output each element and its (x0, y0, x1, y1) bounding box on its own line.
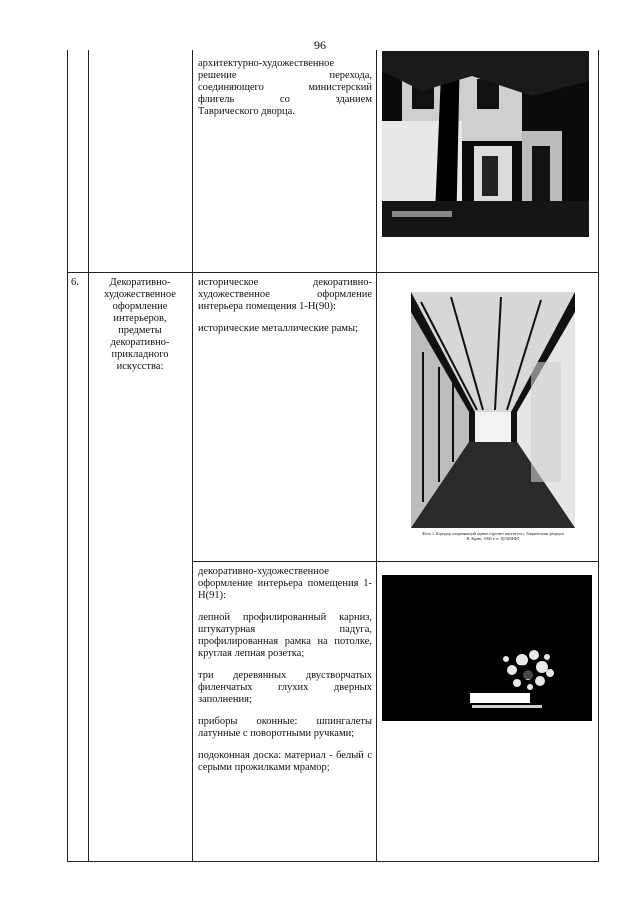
category-cell (90, 277, 190, 373)
corridor-photo-caption (400, 531, 586, 541)
category-line: искусства: (116, 361, 164, 372)
subrow-divider (192, 561, 599, 562)
category-line: Декоративно- (109, 277, 171, 288)
desc-word: флигель (198, 94, 235, 105)
table-border-left (67, 50, 68, 862)
interior-91-doors: три деревянных двустворчатых филенчатых глухих дверных заполнения; (198, 670, 372, 705)
caption-line-2: В. Кравч. 1960-е гг. ЦГАКФФД (466, 536, 520, 541)
table-col-divider-3 (376, 50, 377, 862)
table-border-right (598, 50, 599, 862)
row-divider-top (67, 272, 599, 273)
desc-line: архитектурно-художественное (198, 58, 335, 69)
desc-word: зданием (335, 94, 372, 105)
interior-91-ceiling: лепной профилированный карниз, штукатурная падуга, профилированная рамка на потолке, круглая лепная розетка; (198, 612, 372, 659)
interior-91-description (198, 566, 372, 784)
desc-word: соединяющего (198, 82, 264, 93)
interior-90-heading: историческое декоративно-художественное оформление интерьера помещения 1-Н(90): (198, 277, 372, 312)
desc-word: перехода, (329, 70, 372, 81)
interior-90-description (198, 277, 372, 345)
category-line: прикладного (111, 349, 169, 360)
interior-91-window-fittings: приборы оконные: шпингалеты латунные с поворотными ручками; (198, 716, 372, 739)
page-number: 96 (314, 38, 326, 52)
interior-91-heading: декоративно-художественное оформление интерьера помещения 1-Н(91): (198, 566, 372, 601)
interior-90-frames: исторические металлические рамы; (198, 323, 358, 334)
desc-word: со (279, 94, 290, 105)
category-line: интерьеров, (113, 313, 167, 324)
table-col-divider-1 (88, 50, 89, 862)
desc-line: Таврического дворца. (198, 106, 295, 117)
corridor-photo (411, 292, 575, 528)
table-col-divider-2 (192, 50, 193, 862)
table-border-bottom (67, 861, 599, 862)
rosette-photo (382, 575, 592, 721)
desc-line (198, 94, 372, 106)
row-number: 6. (71, 277, 79, 288)
category-line: оформление (112, 301, 168, 312)
desc-line (198, 70, 372, 82)
corridor-photo-image (411, 292, 575, 528)
category-line: художественное (104, 289, 176, 300)
rosette-photo-image (382, 575, 592, 721)
top-row-description (198, 58, 372, 118)
desc-word: решение (198, 70, 237, 81)
exterior-photo-image (382, 51, 589, 237)
interior-91-windowsill: подоконная доска: материал - белый с серыми прожилками мрамор; (198, 750, 372, 773)
desc-line (198, 82, 372, 94)
desc-word: министерский (308, 82, 372, 93)
category-line: предметы (118, 325, 162, 336)
caption-line-1: Фото 1. Коридор соединяющий здание горсовет института с Таврическим дворцом (422, 531, 564, 536)
exterior-photo (382, 51, 589, 237)
category-line: декоративно- (110, 337, 170, 348)
